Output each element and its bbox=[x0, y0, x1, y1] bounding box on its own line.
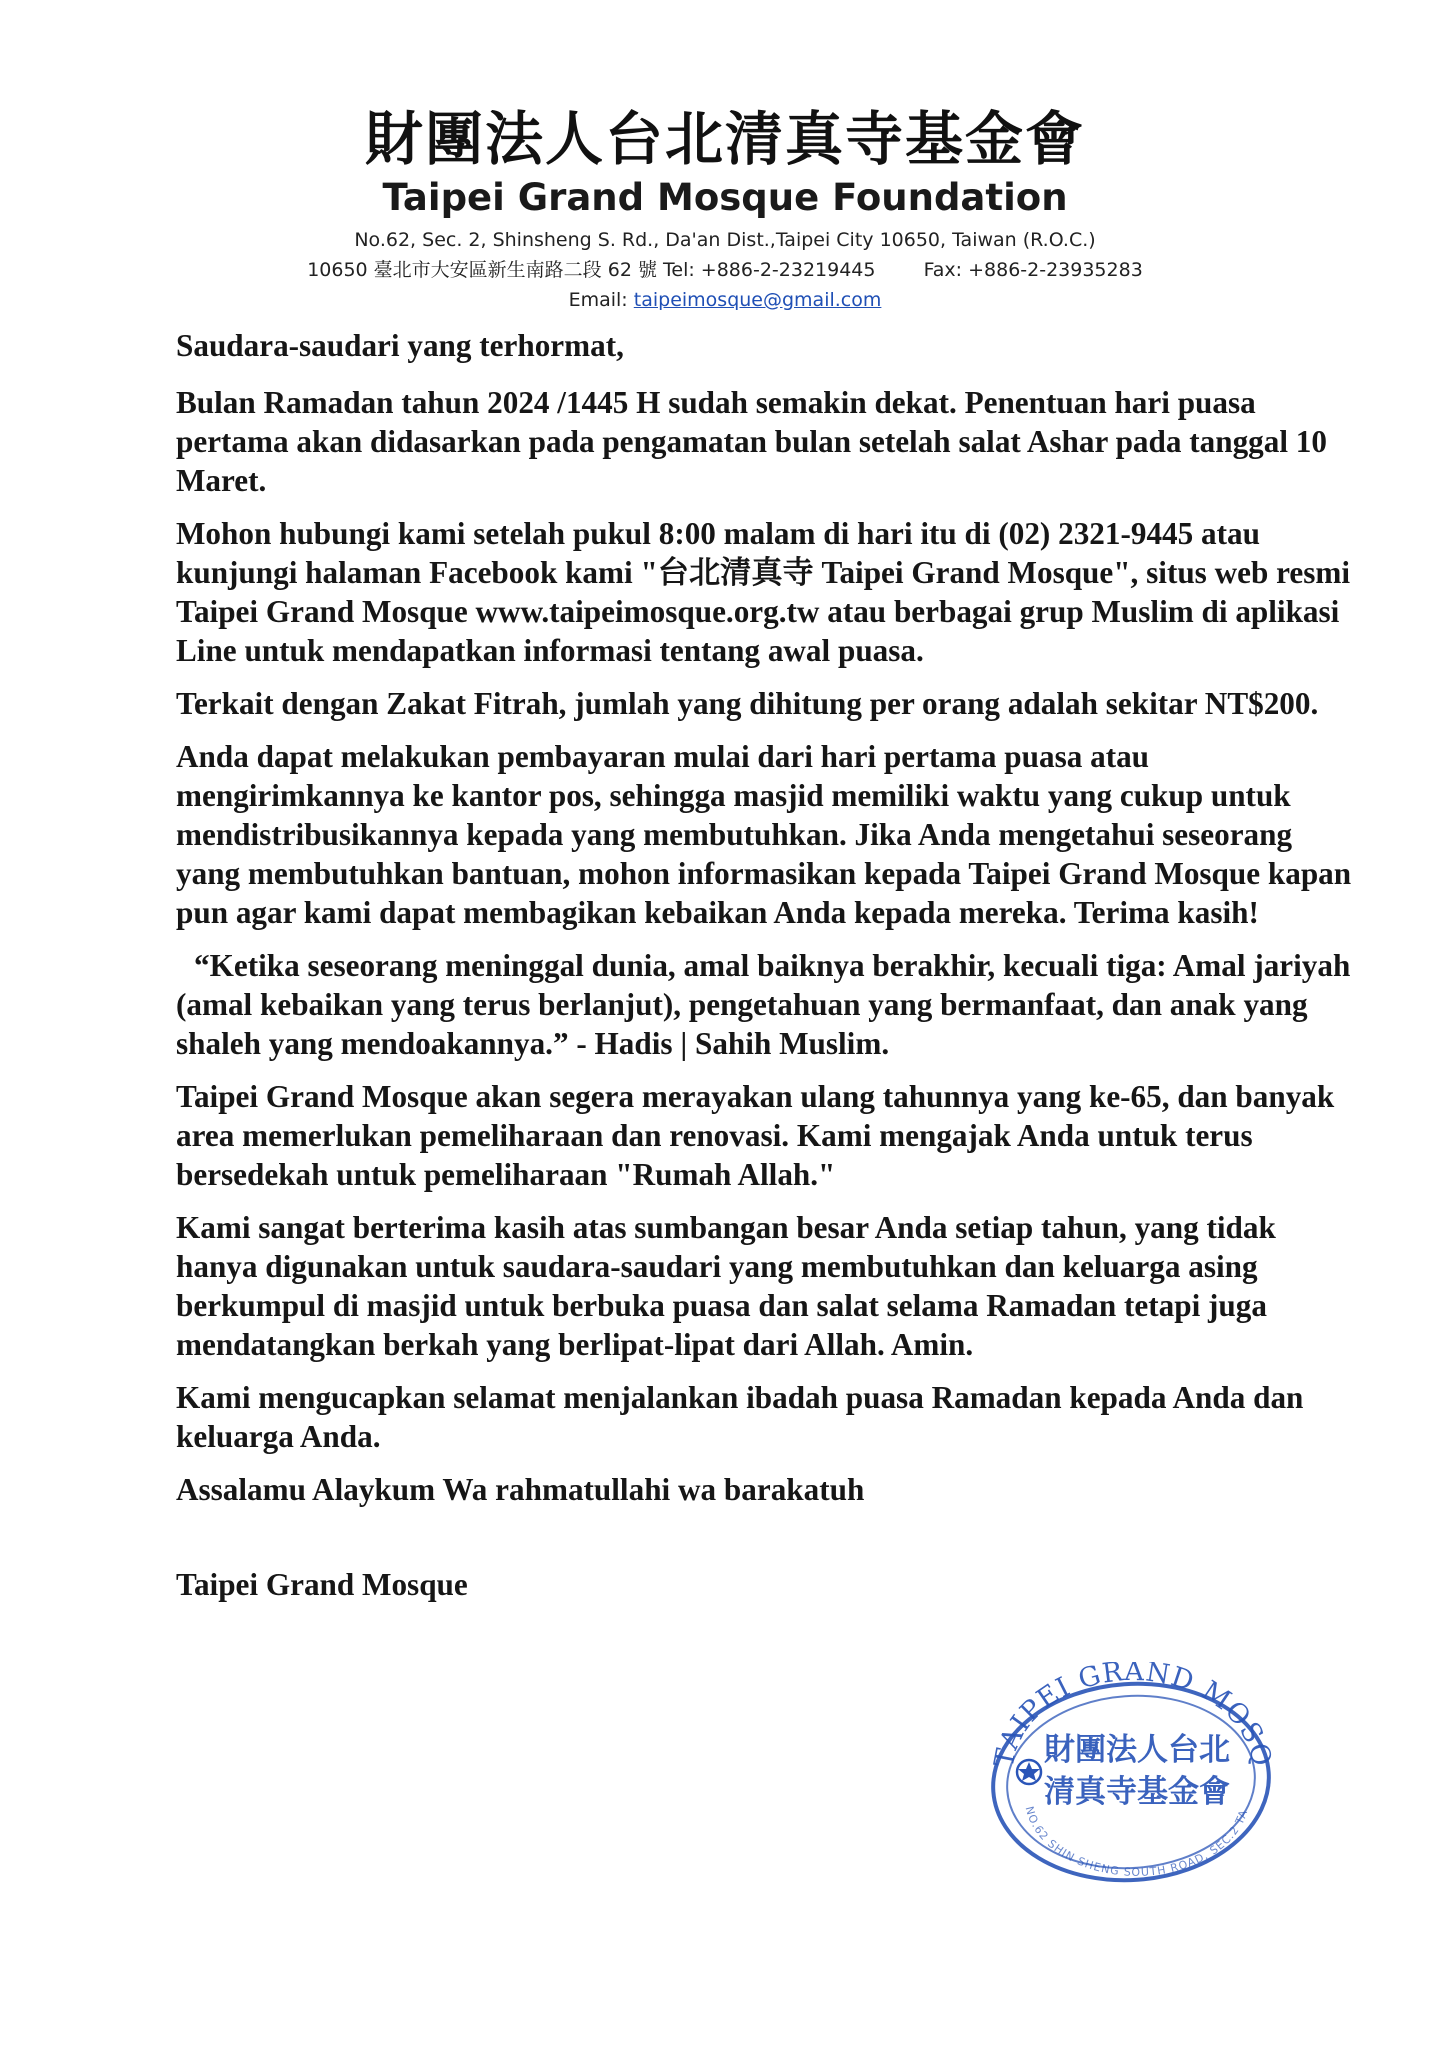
paragraph-zakat-fitrah: Terkait dengan Zakat Fitrah, jumlah yang dihitung per orang adalah sekitar NT$200. bbox=[176, 686, 1319, 721]
seal-line-2: 清真寺基金會 bbox=[1044, 1774, 1230, 1810]
seal-graphic bbox=[985, 1662, 1275, 1884]
letter-body bbox=[176, 326, 1356, 1618]
paragraph-ramadan-date: Bulan Ramadan tahun 2024 /1445 H sudah semakin dekat. Penentuan hari puasa pertama akan didasarkan pada pengamatan bulan setelah salat Ashar pada tanggal 10 Maret. bbox=[176, 385, 1327, 498]
seal-arc-text: TAIPEI GRAND MOSQ bbox=[988, 1662, 1275, 1770]
paragraph-contact-info: Mohon hubungi kami setelah pukul 8:00 malam di hari itu di (02) 2321-9445 atau kunjungi halaman Facebook kami "台北清真寺 Taipei Grand Mosque", situs web resmi Taipei Grand Mosque www.taipeimosque.org.tw atau berbagai grup Muslim di aplikasi Line untuk mendapatkan informasi tentang awal puasa. bbox=[176, 516, 1351, 668]
paragraph-hadith-quote: “Ketika seseorang meninggal dunia, amal baiknya berakhir, kecuali tiga: Amal jariyah (amal kebaikan yang terus berlanjut), pengetahuan yang bermanfaat, dan anak yang shaleh yang mendoakannya.” - Hadis | Sahih Muslim. bbox=[176, 948, 1351, 1061]
mosque-seal-stamp bbox=[985, 1662, 1275, 1884]
address-english: No.62, Sec. 2, Shinsheng S. Rd., Da'an Dist.,Taipei City 10650, Taiwan (R.O.C.) bbox=[354, 229, 1096, 251]
email-label: Email: bbox=[568, 289, 628, 311]
org-name-english: Taipei Grand Mosque Foundation bbox=[382, 176, 1068, 219]
org-name-chinese: 財團法人台北清真寺基金會 bbox=[364, 105, 1085, 173]
paragraph-payment: Anda dapat melakukan pembayaran mulai dari hari pertama puasa atau mengirimkannya ke kantor pos, sehingga masjid memiliki waktu yang cukup untuk mendistribusikannya kepada yang membutuhkan. Jika Anda mengetahui seseorang yang membutuhkan bantuan, mohon informasikan kepada Taipei Grand Mosque kapan pun agar kami dapat membagikan kebaikan Anda kepada mereka. Terima kasih! bbox=[176, 739, 1352, 930]
paragraph-anniversary: Taipei Grand Mosque akan segera merayakan ulang tahunnya yang ke-65, dan banyak area memerlukan pemeliharaan dan renovasi. Kami mengajak Anda untuk terus bersedekah untuk pemeliharaan "Rumah Allah." bbox=[176, 1079, 1335, 1192]
email-link[interactable]: taipeimosque@gmail.com bbox=[633, 289, 882, 311]
email-line bbox=[0, 287, 1450, 313]
paragraph-greetings: Kami mengucapkan selamat menjalankan ibadah puasa Ramadan kepada Anda dan keluarga Anda. bbox=[176, 1380, 1304, 1454]
telephone: Tel: +886-2-23219445 bbox=[663, 259, 876, 281]
greeting: Saudara-saudari yang terhormat, bbox=[176, 328, 624, 363]
seal-line-1: 財團法人台北 bbox=[1044, 1732, 1230, 1768]
signature: Taipei Grand Mosque bbox=[176, 1567, 468, 1602]
fax: Fax: +886-2-23935283 bbox=[923, 259, 1143, 281]
closing-salutation: Assalamu Alaykum Wa rahmatullahi wa barakatuh bbox=[176, 1472, 865, 1507]
address-contact-line bbox=[0, 257, 1450, 283]
seal-star-icon bbox=[1017, 1760, 1041, 1784]
seal-bottom-text: NO.62 SHIN SHENG SOUTH ROAD, SEC.2 TA bbox=[1022, 1805, 1251, 1879]
address-chinese: 10650 臺北市大安區新生南路二段 62 號 bbox=[307, 259, 657, 281]
paragraph-thanks: Kami sangat berterima kasih atas sumbangan besar Anda setiap tahun, yang tidak hanya digunakan untuk saudara-saudari yang membutuhkan dan keluarga asing berkumpul di masjid untuk berbuka puasa dan salat selama Ramadan tetapi juga mendatangkan berkah yang berlipat-lipat dari Allah. Amin. bbox=[176, 1210, 1276, 1362]
